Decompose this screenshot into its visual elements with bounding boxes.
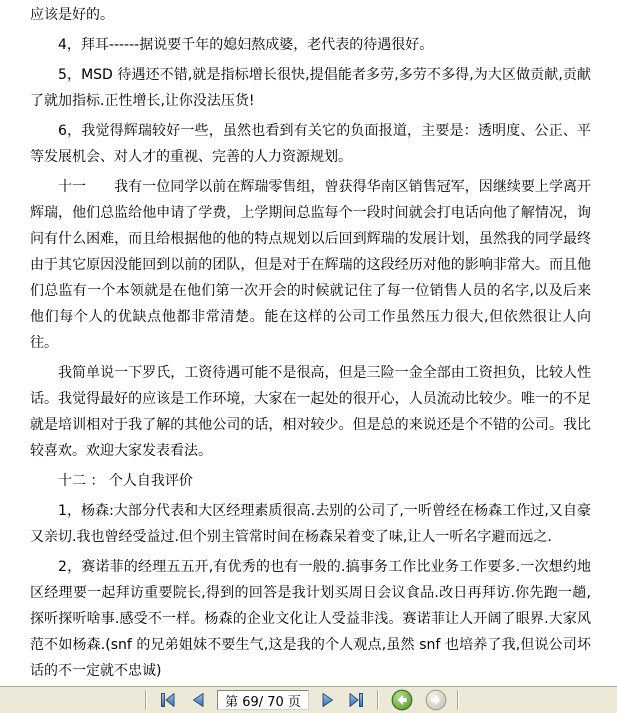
paragraph: 5，MSD 待遇还不错,就是指标增长很快,提倡能者多劳,多劳不多得,为大区做贡献,贡献了就加指标.正性增长,让你没法压货! bbox=[30, 67, 591, 109]
toolbar-separator bbox=[457, 690, 459, 710]
navigation-toolbar bbox=[0, 686, 617, 713]
last-page-button[interactable] bbox=[343, 689, 369, 711]
paragraph: 我简单说一下罗氏，工资待遇可能不是很高，但是三险一金全部由工资担负，比较人性话。我觉得最好的应该是工作环境，大家在一起处的很开心，人员流动比较少。唯一的不足就是培训相对于我了解的其他公司的话，相对较少。但是总的来说还是个不错的公司。我比较喜欢。欢迎大家发表看法。 bbox=[30, 365, 591, 459]
back-icon bbox=[391, 689, 413, 711]
last-page-icon bbox=[348, 692, 364, 708]
paragraph: 应该是好的。 bbox=[30, 7, 114, 23]
paragraph: 十二 ： 个人自我评价 bbox=[58, 473, 193, 489]
previous-page-button[interactable] bbox=[185, 689, 211, 711]
toolbar-separator bbox=[145, 690, 147, 710]
paragraph: 6，我觉得辉瑞较好一些，虽然也看到有关它的负面报道，主要是：透明度、公正、平等发展机会、对人才的重视、完善的人力资源规划。 bbox=[30, 123, 591, 165]
first-page-button[interactable] bbox=[155, 689, 181, 711]
toolbar-separator bbox=[377, 690, 379, 710]
paragraph: 2，赛诺菲的经理五五开,有优秀的也有一般的.搞事务工作比业务工作要多.一次想约地区经理要一起拜访重要院长,得到的回答是我计划买周日会议食品.改日再拜访.你先跑一趟,探听探听啥事.感受不一样。杨森的企业文化让人受益非浅。赛诺菲让人开阔了眼界.大家风范不如杨森.(snf 的兄弟姐妹不要生气,这是我的个人观点,虽然 snf 也培养了我,但说公司坏话的不一定就不忠诚) bbox=[30, 559, 591, 679]
first-page-icon bbox=[160, 692, 176, 708]
forward-icon bbox=[425, 689, 447, 711]
next-page-button[interactable] bbox=[315, 689, 341, 711]
paragraph: 十一 我有一位同学以前在辉瑞零售组，曾获得华南区销售冠军，因继续要上学离开辉瑞，他们总监给他申请了学费，上学期间总监每个一段时间就会打电话向他了解情况，询问有什么困难，而且给根据他的他的特点规划以后回到辉瑞的发展计划，虽然我的同学最终由于其它原因没能回到以前的团队，但是对于在辉瑞的这段经历对他的影响非常大。而且他们总监有一个本领就是在他们第一次开会的时候就记住了每一位销售人员的名字,以及后来他们每个人的优缺点他都非常清楚。能在这样的公司工作虽然压力很大,但依然很让人向往。 bbox=[30, 179, 591, 351]
paragraph: 1，杨森:大部分代表和大区经理素质很高.去别的公司了,一听曾经在杨森工作过,又自豪又亲切.我也曾经受益过.但个别主管常时间在杨森呆着变了味,让人一听名字避而远之. bbox=[30, 503, 591, 545]
back-button[interactable] bbox=[389, 689, 415, 711]
next-page-icon bbox=[320, 692, 336, 708]
page-number-input[interactable]: 第 69/ 70 页 bbox=[217, 690, 309, 710]
previous-page-icon bbox=[190, 692, 206, 708]
forward-button[interactable] bbox=[423, 689, 449, 711]
paragraph: 4，拜耳------据说要千年的媳妇熬成婆，老代表的待遇很好。 bbox=[58, 37, 434, 53]
